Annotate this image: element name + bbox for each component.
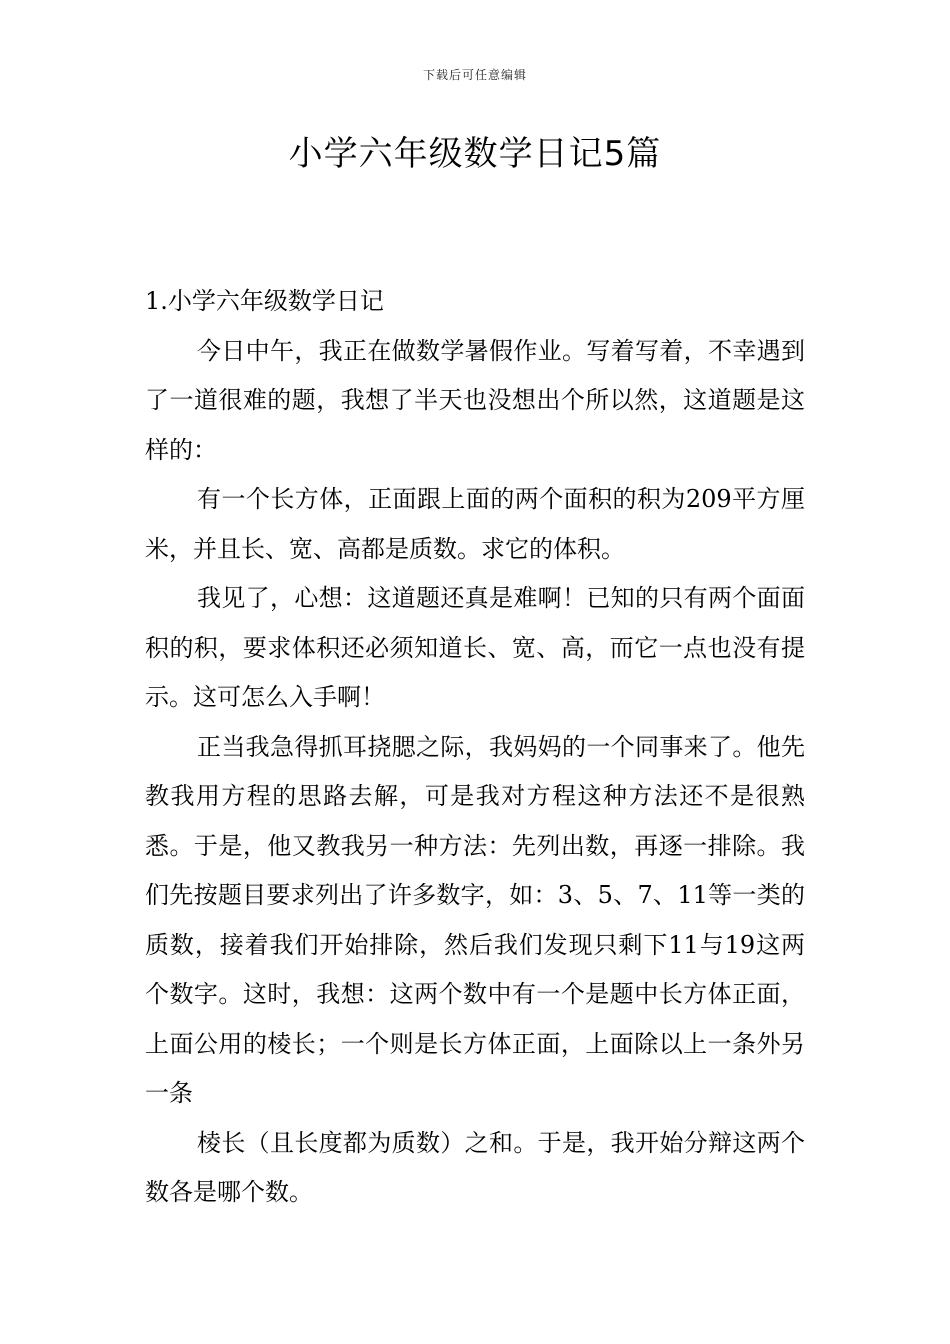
paragraph-5: 棱长（且长度都为质数）之和。于是，我开始分辩这两个数各是哪个数。 [145,1128,805,1206]
document-body [145,277,805,1218]
header-note: 下载后可任意编辑 [422,68,527,82]
section-heading: 1.小学六年级数学日记 [145,287,384,315]
paragraph-1: 今日中午，我正在做数学暑假作业。写着写着，不幸遇到了一道很难的题，我想了半天也没想出个所以然，这道题是这样的： [145,336,805,464]
document-title: 小学六年级数学日记5篇 [288,134,662,174]
paragraph-3: 我见了，心想：这道题还真是难啊！已知的只有两个面面积的积，要求体积还必须知道长、宽、高，而它一点也没有提示。这可怎么入手啊！ [145,584,805,711]
paragraph-4: 正当我急得抓耳挠腮之际，我妈妈的一个同事来了。他先教我用方程的思路去解，可是我对方程这种方法还不是很熟悉。于是，他又教我另一种方法：先列出数，再逐一排除。我们先按题目要求列出了许多数字，如：3、5、7、11等一类的质数，接着我们开始排除，然后我们发现只剩下11与19这两个数字。这时，我想：这两个数中有一个是题中长方体正面，上面公用的棱长；一个则是长方体正面，上面除以上一条外另一条 [145,732,805,1107]
paragraph-2: 有一个长方体，正面跟上面的两个面积的积为209平方厘米，并且长、宽、高都是质数。求它的体积。 [145,485,805,563]
